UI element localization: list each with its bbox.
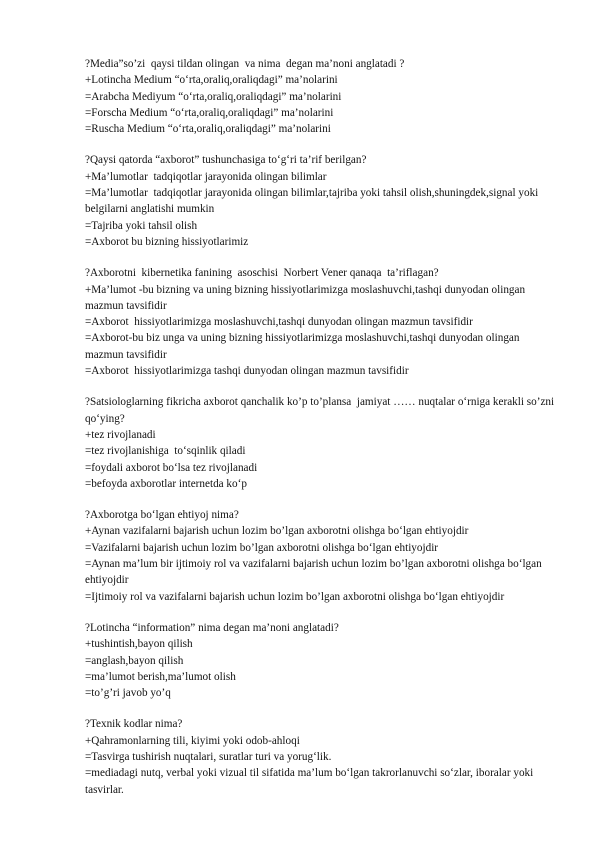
answer-option: =Ma’lumotlar tadqiqotlar jarayonida olingan bilimlar,tajriba yoki tahsil olish,shuningdek,signal yoki belgilarni anglatishi mumkin [85, 187, 542, 216]
question-text: ?Qaysi qatorda “axborot” tushunchasiga to‘g‘ri ta’rif berilgan? [85, 154, 367, 167]
question-block [85, 265, 555, 379]
question-block [85, 507, 555, 605]
answer-option: =foydali axborot bo‘lsa tez rivojlanadi [85, 461, 258, 474]
question-text: ?Axborotni kibernetika fanining asoschisi Norbert Vener qanaqa ta’riflagan? [85, 267, 439, 280]
answer-option: =Arabcha Mediyum “o‘rta,oraliq,oraliqdagi” ma’nolarini [85, 90, 342, 103]
answer-option: =Tajriba yoki tahsil olish [85, 219, 198, 232]
answer-option: =Forscha Medium “o‘rta,oraliq,oraliqdagi” ma’nolarini [85, 106, 334, 119]
answer-option: =to’g’ri javob yo’q [85, 687, 171, 700]
question-text: ?Lotincha “information” nima degan ma’noni anglatadi? [85, 621, 339, 634]
question-block [85, 152, 555, 250]
answer-option: =mediadagi nutq, verbal yoki vizual til sifatida ma’lum bo‘lgan takrorlanuvchi so‘zlar, iboralar yoki tasvirlar. [85, 767, 537, 796]
answer-option: =Axborot-bu biz unga va uning bizning hissiyotlarimizga moslashuvchi,tashqi dunyodan olingan mazmun tavsifidir [85, 332, 523, 361]
answer-option: =tez rivojlanishiga to‘sqinlik qiladi [85, 445, 246, 458]
question-text: ?Satsiologlarning fikricha axborot qanchalik ko’p to’plansa jamiyat …… nuqtalar o‘rniga kerakli so’zni qo‘ying? [85, 396, 557, 425]
answer-option: +Ma’lumot -bu bizning va uning bizning hissiyotlarimizga moslashuvchi,tashqi dunyodan olingan mazmun tavsifidir [85, 283, 528, 312]
answer-option: =anglash,bayon qilish [85, 654, 184, 667]
question-text: ?Texnik kodlar nima? [85, 718, 183, 731]
answer-option: =Ijtimoiy rol va vazifalarni bajarish uchun lozim bo’lgan axborotni olishga bo‘lgan ehtiyojdir [85, 590, 505, 603]
question-block [85, 620, 555, 701]
document-page [85, 56, 555, 813]
question-text: ?Axborotga bo‘lgan ehtiyoj nima? [85, 509, 239, 522]
answer-option: =Axborot hissiyotlarimizga tashqi dunyodan olingan mazmun tavsifidir [85, 365, 409, 378]
answer-option: =Aynan ma’lum bir ijtimoiy rol va vazifalarni bajarish uchun lozim bo’lgan axborotni olishga bo‘lgan ehtiyojdir [85, 558, 545, 587]
question-block [85, 394, 555, 492]
answer-option: +tushintish,bayon qilish [85, 638, 193, 651]
question-block [85, 56, 555, 137]
answer-option: =Ruscha Medium “o‘rta,oraliq,oraliqdagi” ma’nolarini [85, 123, 331, 136]
question-text: ?Media”so’zi qaysi tildan olingan va nima degan ma’noni anglatadi ? [85, 58, 405, 70]
answer-option: +Ma’lumotlar tadqiqotlar jarayonida olingan bilimlar [85, 170, 327, 183]
answer-option: =Axborot hissiyotlarimizga moslashuvchi,tashqi dunyodan olingan mazmun tavsifidir [85, 316, 473, 329]
answer-option: =befoyda axborotlar internetda ko‘p [85, 477, 247, 490]
answer-option: +tez rivojlanadi [85, 428, 156, 441]
answer-option: =ma’lumot berish,ma’lumot olish [85, 670, 236, 683]
answer-option: +Qahramonlarning tili, kiyimi yoki odob-ahloqi [85, 734, 300, 747]
answer-option: +Lotincha Medium “o‘rta,oraliq,oraliqdagi” ma’nolarini [85, 74, 338, 87]
answer-option: =Axborot bu bizning hissiyotlarimiz [85, 235, 249, 248]
answer-option: =Vazifalarni bajarish uchun lozim bo’lgan axborotni olishga bo‘lgan ehtiyojdir [85, 541, 439, 554]
answer-option: +Aynan vazifalarni bajarish uchun lozim bo’lgan axborotni olishga bo‘lgan ehtiyojdir [85, 525, 469, 538]
answer-option: =Tasvirga tushirish nuqtalari, suratlar turi va yorug‘lik. [85, 750, 332, 763]
question-block [85, 716, 555, 797]
